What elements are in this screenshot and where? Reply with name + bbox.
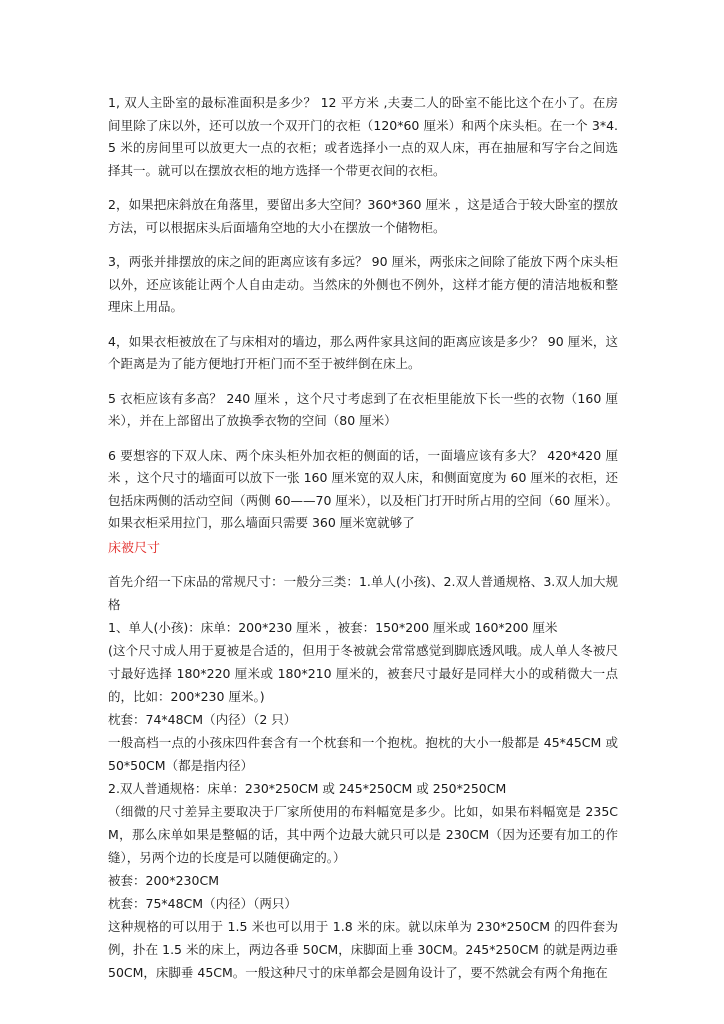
document-body-part1 <box>108 92 618 535</box>
section-line-6: 2.双人普通规格：床单：230*250CM 或 245*250CM 或 250*250CM <box>108 781 507 796</box>
section-line-4: 枕套：74*48CM（内径）（2 只） <box>108 712 297 727</box>
section-line-5: 一般高档一点的小孩床四件套含有一个枕套和一个抱枕。抱枕的大小一般都是 45*45CM 或 50*50CM（都是指内径） <box>108 735 618 773</box>
section-line-3: (这个尺寸成人用于夏被是合适的，但用于冬被就会常常感觉到脚底透风哦。成人单人冬被尺寸最好选择 180*220 厘米或 180*210 厘米的，被套尺寸最好是同样大小的或稍微大一点的，比如：200*230 厘米。) <box>108 643 618 704</box>
section-line-8: 被套：200*230CM <box>108 873 219 888</box>
section-line-9: 枕套：75*48CM（内径）（两只） <box>108 896 297 911</box>
section-line-1: 首先介绍一下床品的常规尺寸：一般分三类：1.单人(小孩)、2.双人普通规格、3.双人加大规格 <box>108 574 618 612</box>
section-line-7: （细微的尺寸差异主要取决于厂家所使用的布料幅宽是多少。比如，如果布料幅宽是 235CM，那么床单如果是整幅的话，其中两个边最大就只可以是 230CM（因为还要有加工的作缝），另两个边的长度是可以随便确定的。） <box>108 804 618 865</box>
paragraph-2: 2，如果把床斜放在角落里，要留出多大空间？360*360 厘米 ，这是适合于较大卧室的摆放方法，可以根据床头后面墙角空地的大小在摆放一个储物柜。 <box>108 197 618 235</box>
document-body-part2 <box>108 570 618 984</box>
section-line-10: 这种规格的可以用于 1.5 米也可以用于 1.8 米的床。就以床单为 230*250CM 的四件套为例，扑在 1.5 米的床上，两边各垂 50CM，床脚面上垂 30CM。245*250CM 的就是两边垂 50CM，床脚垂 45CM。一般这种尺寸的床单都会是圆角设计了，要不然就会有两个角拖在 <box>108 919 618 980</box>
paragraph-6: 6 要想容的下双人床、两个床头柜外加衣柜的侧面的话，一面墙应该有多大？ 420*420 厘米 ，这个尺寸的墙面可以放下一张 160 厘米宽的双人床，和侧面宽度为 60 厘米的衣柜，还包括床两侧的活动空间（两侧 60——70 厘米），以及柜门打开时所占用的空间（60 厘米）。如果衣柜采用拉门，那么墙面只需要 360 厘米宽就够了 <box>108 447 618 530</box>
section-line-2: 1、单人(小孩)：床单：200*230 厘米 ，被套：150*200 厘米或 160*200 厘米 <box>108 620 558 635</box>
paragraph-1: 1, 双人主卧室的最标准面积是多少？ 12 平方米 ,夫妻二人的卧室不能比这个在小了。在房间里除了床以外，还可以放一个双开门的衣柜（120*60 厘米）和两个床头柜。在一个 3*4.5 米的房间里可以放更大一点的衣柜；或者选择小一点的双人床，再在抽屉和写字台之间选择其一。就可以在摆放衣柜的地方选择一个带更衣间的衣柜。 <box>108 95 618 178</box>
section-title: 床被尺寸 <box>108 541 161 556</box>
paragraph-5: 5 衣柜应该有多高？ 240 厘米 ，这个尺寸考虑到了在衣柜里能放下长一些的衣物（160 厘米），并在上部留出了放换季衣物的空间（80 厘米） <box>108 390 618 428</box>
paragraph-3: 3，两张并排摆放的床之间的距离应该有多远？ 90 厘米，两张床之间除了能放下两个床头柜以外，还应该能让两个人自由走动。当然床的外侧也不例外，这样才能方便的清洁地板和整理床上用品。 <box>108 254 618 314</box>
paragraph-4: 4，如果衣柜被放在了与床相对的墙边，那么两件家具这间的距离应该是多少？ 90 厘米，这个距离是为了能方便地打开柜门而不至于被绊倒在床上。 <box>108 333 618 371</box>
